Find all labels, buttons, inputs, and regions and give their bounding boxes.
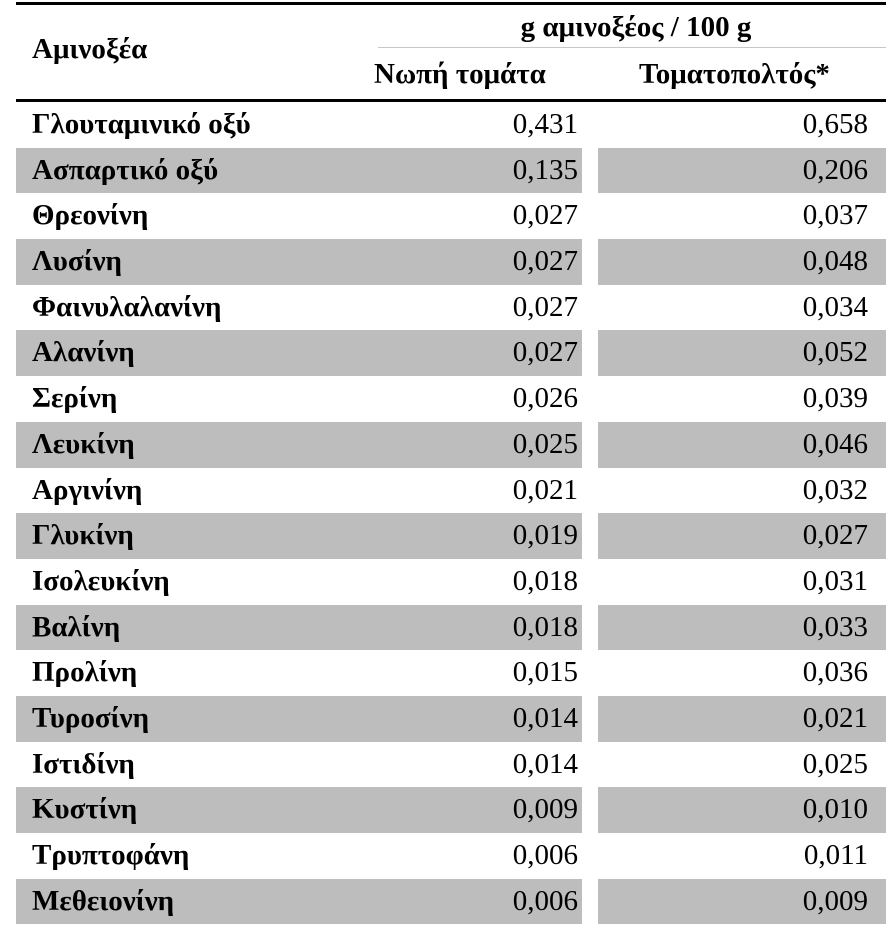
- column-gap: [582, 696, 598, 742]
- tomato-paste-value: 0,009: [802, 884, 868, 917]
- table-row: [16, 605, 886, 651]
- amino-acid-name: Μεθειονίνη: [32, 884, 175, 917]
- tomato-paste-value: 0,037: [802, 199, 868, 232]
- table-row: [16, 193, 886, 239]
- fresh-tomato-value: 0,027: [512, 290, 578, 323]
- tomato-paste-value: 0,206: [802, 153, 868, 186]
- tomato-paste-value: 0,658: [802, 108, 868, 140]
- table-row: [16, 376, 886, 422]
- fresh-tomato-value: 0,019: [512, 519, 578, 552]
- fresh-tomato-value: 0,006: [512, 839, 578, 871]
- amino-acid-name: Ισολευκίνη: [32, 564, 170, 597]
- amino-acid-name: Κυστίνη: [32, 793, 138, 826]
- amino-acid-name: Λευκίνη: [32, 427, 135, 460]
- fresh-tomato-value: 0,014: [512, 701, 578, 734]
- amino-acid-name: Ιστιδίνη: [32, 747, 135, 780]
- amino-acid-name: Γλυκίνη: [32, 519, 134, 552]
- table-row: [16, 559, 886, 605]
- fresh-tomato-value: 0,009: [512, 793, 578, 826]
- fresh-tomato-value: 0,018: [512, 564, 578, 597]
- table-row: [16, 742, 886, 788]
- tomato-paste-value: 0,048: [802, 245, 868, 278]
- fresh-tomato-value: 0,027: [512, 245, 578, 278]
- table-row: [16, 148, 886, 194]
- table-row: [16, 422, 886, 468]
- fresh-tomato-value: 0,026: [512, 382, 578, 415]
- column-gap: [582, 879, 598, 925]
- amino-acid-name: Γλουταμινικό οξύ: [32, 108, 251, 140]
- tomato-paste-value: 0,046: [802, 427, 868, 460]
- tomato-paste-value: 0,039: [802, 382, 868, 415]
- table-row: [16, 239, 886, 285]
- tomato-paste-value: 0,034: [802, 290, 868, 323]
- tomato-paste-value: 0,036: [802, 656, 868, 689]
- tomato-paste-value: 0,033: [802, 610, 868, 643]
- fresh-tomato-value: 0,014: [512, 747, 578, 780]
- amino-acid-name: Σερίνη: [32, 382, 118, 415]
- table-row: [16, 102, 886, 148]
- fresh-tomato-value: 0,006: [512, 884, 578, 917]
- table-row: [16, 468, 886, 514]
- table-row: [16, 879, 886, 925]
- fresh-tomato-column-header: Νωπή τομάτα: [374, 58, 546, 90]
- amino-acid-name: Φαινυλαλανίνη: [32, 290, 222, 323]
- table-top-rule: [16, 2, 886, 5]
- amino-acid-name: Βαλίνη: [32, 610, 121, 643]
- fresh-tomato-value: 0,027: [512, 199, 578, 232]
- tomato-paste-value: 0,011: [803, 839, 868, 871]
- amino-acid-name: Αλανίνη: [32, 336, 135, 369]
- tomato-paste-value: 0,032: [802, 473, 868, 506]
- fresh-tomato-value: 0,018: [512, 610, 578, 643]
- tomato-paste-value: 0,031: [802, 564, 868, 597]
- column-gap: [582, 422, 598, 468]
- tomato-paste-value: 0,021: [802, 701, 868, 734]
- column-gap: [582, 513, 598, 559]
- table-row: [16, 833, 886, 879]
- column-gap: [582, 787, 598, 833]
- amino-acid-name: Λυσίνη: [32, 245, 123, 278]
- fresh-tomato-value: 0,135: [512, 153, 578, 186]
- table-row: [16, 330, 886, 376]
- fresh-tomato-value: 0,025: [512, 427, 578, 460]
- group-header-underline: [378, 47, 886, 48]
- column-gap: [582, 330, 598, 376]
- amino-acid-name: Αργινίνη: [32, 473, 143, 506]
- amino-acid-name: Θρεονίνη: [32, 199, 149, 232]
- tomato-paste-value: 0,025: [802, 747, 868, 780]
- fresh-tomato-value: 0,027: [512, 336, 578, 369]
- column-group-header: g αμινοξέος / 100 g: [520, 11, 752, 43]
- amino-acid-name: Τυροσίνη: [32, 701, 150, 734]
- amino-acid-name: Ασπαρτικό οξύ: [32, 153, 219, 186]
- tomato-paste-column-header: Τοματοπολτός*: [639, 58, 830, 90]
- fresh-tomato-value: 0,015: [512, 656, 578, 689]
- column-gap: [582, 239, 598, 285]
- table-row: [16, 650, 886, 696]
- table-row: [16, 696, 886, 742]
- column-gap: [582, 148, 598, 194]
- amino-acid-name: Τρυπτοφάνη: [32, 839, 190, 871]
- fresh-tomato-value: 0,021: [512, 473, 578, 506]
- table-body: [16, 102, 886, 924]
- row-label-header: Αμινοξέα: [32, 33, 148, 65]
- tomato-paste-value: 0,027: [802, 519, 868, 552]
- tomato-paste-value: 0,010: [802, 793, 868, 826]
- table-row: [16, 513, 886, 559]
- column-gap: [582, 605, 598, 651]
- table-row: [16, 787, 886, 833]
- tomato-paste-value: 0,052: [802, 336, 868, 369]
- table-row: [16, 285, 886, 331]
- amino-acid-name: Προλίνη: [32, 656, 138, 689]
- fresh-tomato-value: 0,431: [512, 108, 578, 140]
